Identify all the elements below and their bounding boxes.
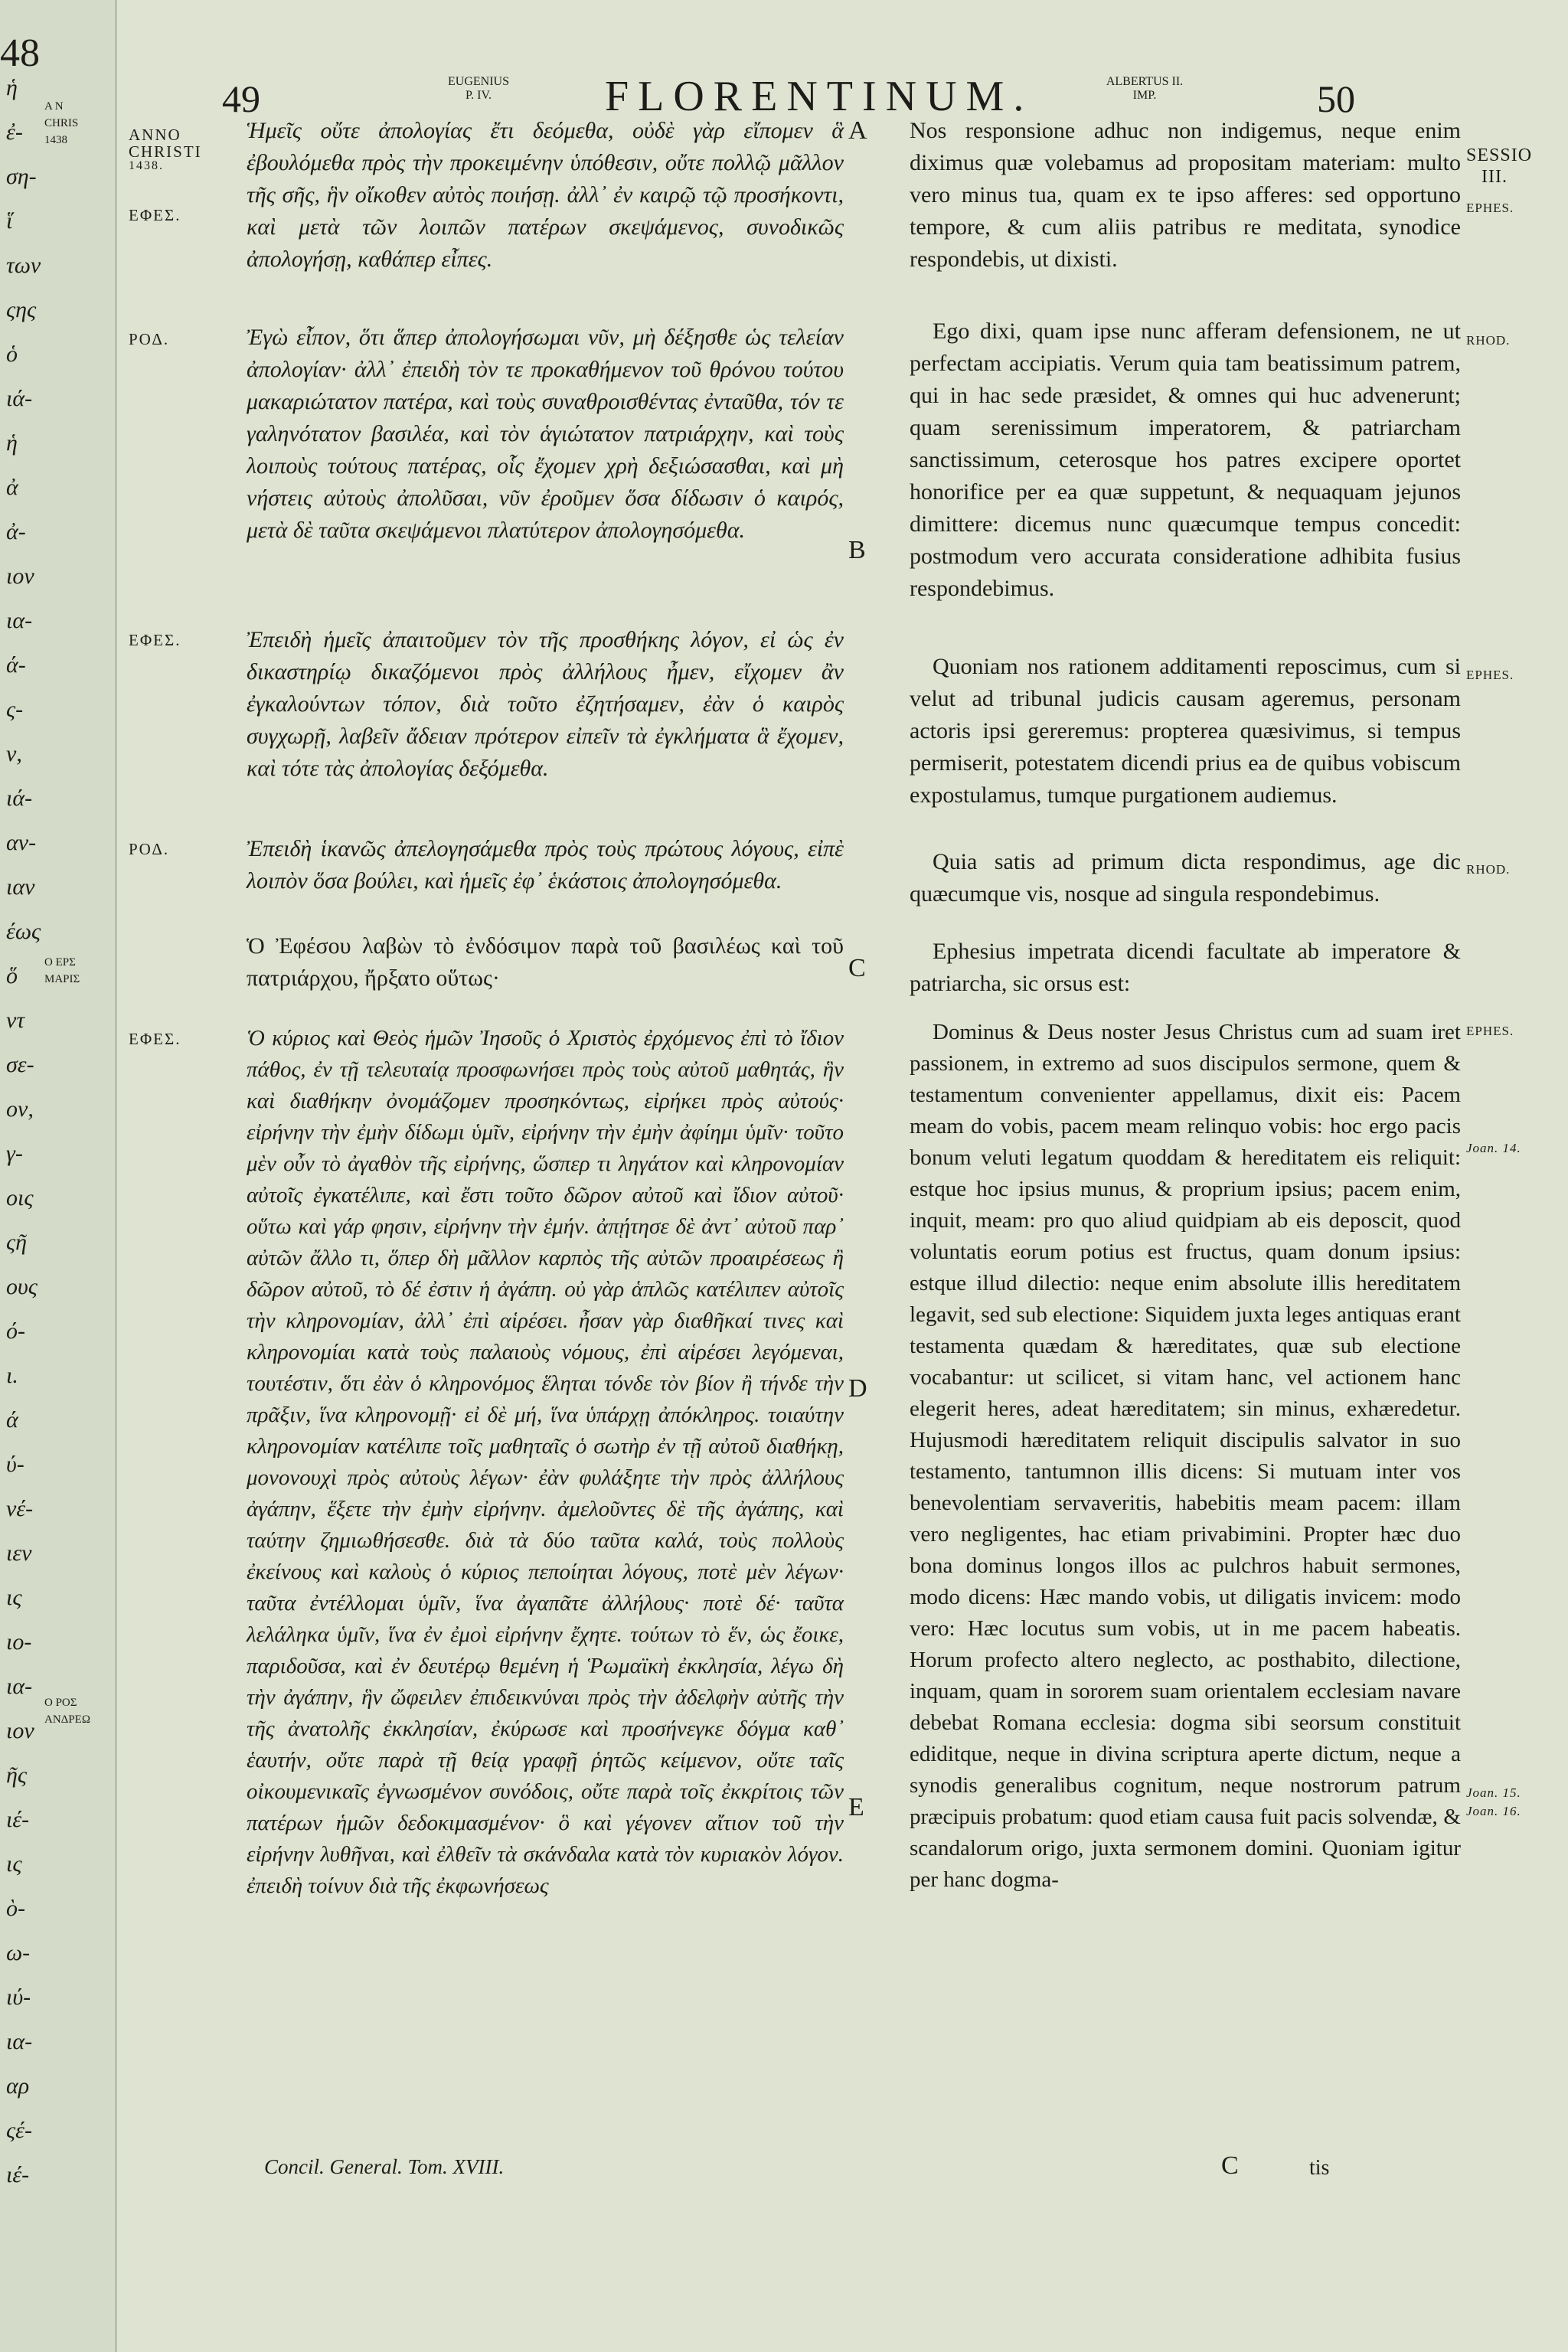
previous-page-fragment: ό- [6,1318,25,1344]
previous-page-fragment: ντ [6,1008,25,1033]
footer-source: Concil. General. Tom. XVIII. [264,2155,505,2178]
left-page-number: 49 [222,77,260,120]
previous-page-fragment: ςῆ [6,1230,28,1255]
left-author-line: P. IV. [466,89,492,103]
speaker-label: RHOD. [1466,862,1511,877]
speaker-label: EPHES. [1466,1024,1514,1038]
previous-page-fragment: ια- [6,608,33,633]
previous-page-fragment: αν- [6,830,37,855]
previous-page-fragment: ά [6,1407,18,1432]
previous-page-fragment: ιέ- [6,1807,30,1832]
previous-page-fragment: ιά- [6,786,33,811]
speaker-label: ΕΦΕΣ. [129,1030,181,1048]
sessio-number: III. [1481,167,1508,187]
section-letter: C [848,954,866,982]
previous-page-fragment: ἀ [6,475,18,500]
previous-page-fragment: ἡ [6,75,18,100]
greek-paragraph: Ὁ κύριος καὶ Θεὸς ἡμῶν Ἰησοῦς ὁ Χριστὸς ἐρχόμενος ἐπὶ τὸ ἴδιον πάθος, ἐν τῇ τελευταίᾳ προσφωνήσει πρὸς τοὺς αὐτοῦ μαθητάς, ἣν καὶ διαθήκην ὀνομάζομεν προσηκόντως, εἰρήκει πρὸς αὐτούς· εἰρήνην τὴν ἐμὴν δίδωμι ὑμῖν, εἰρήνην τὴν ἐμὴν ἀφίημι ὑμῖν· τοῦτο μὲν οὖν τὸ ἀγαθὸν τῆς εἰρήνης, ὥσπερ τι ληγάτον καὶ κληρονομίαν αὐτοῖς ἐγκατέλιπε, καὶ ἔστι τοῦτο δῶρον αὐτοῦ καὶ ἴδιον αὐτοῦ· οὕτω καὶ γάρ φησιν, εἰρήνην τὴν ἐμήν. ἀπῄτησε δὲ ἀντ᾽ αὐτοῦ παρ᾽ αὐτῶν ἄλλο τι, ὅπερ δὴ μᾶλλον καρπὸς τῆς αὐτῶν προαιρέσεως ἢ δῶρον αὐτοῦ, τὸ δέ ἐστιν ἡ ἀγάπη. οὐ γὰρ ἁπλῶς κατέλιπεν αὐτοῖς τὴν κληρονομίαν, ἀλλ᾽ ἐπὶ αἱρέσει. ἦσαν γὰρ διαθῆκαί τινες καὶ κληρονομίαι κατὰ τοὺς παλαιοὺς νόμους, ἐπὶ αἱρέσει λεγόμεναι, τουτέστιν, ὅτι ἐὰν ὁ κληρονόμος ἕληται τόνδε τὸν βίον ἢ τήνδε τὴν πρᾶξιν, ἵνα κληρονομῇ· εἰ δὲ μή, ἵνα ὑπάρχῃ ἀπόκληρος. τοιαύτην κληρονομίαν κατέλιπε τοῖς μαθηταῖς ὁ σωτὴρ ἐν τῇ αὐτοῦ διαθήκῃ, μονονουχὶ πρὸς αὐτοὺς λέγων· ἐὰν φυλάξητε τὴν πρὸς ἀλλήλους ἀγάπην, ἕξετε τὴν ἐμὴν εἰρήνην. ἀμελοῦντες δὲ τῆς ἀγάπης, καὶ ταύτην ζημιωθήσεσθε. διὰ τὰ δύο ταῦτα καλά, τοὺς πολλοὺς ἐκείνους καὶ καλοὺς ὁ κύριος πεποίηται λόγους, ποτὲ μὲν λέγων· ταῦτα ἐντέλλομαι ὑμῖν, ἵνα ἀγαπᾶτε ἀλλήλους· ποτὲ δέ· ταῦτα λελάληκα ὑμῖν, ἵνα ἐν ἐμοὶ εἰρήνην ἔχητε. τούτων τὸ ἕν, ὡς ἔοικε, παριδοῦσα, καὶ ἐν δευτέρῳ θεμένη ἡ Ῥωμαϊκὴ ἐκκλησία, λέγω δὴ τὴν ἀγάπην, ἣν ὤφειλεν ἐπιδεικνύναι πρὸς τὴν ἀδελφὴν αὐτῆς τὴν τῆς ἀνατολῆς ἐκκλησίαν, ἐκύρωσε καὶ προσήνεγκε δόγμα καθ᾽ ἑαυτήν, οὔτε παρὰ τῇ θείᾳ γραφῇ ῥητῶς κείμενον, οὔτε ταῖς οἰκουμενικαῖς ἐγνωσμένον συνόδοις, οὔτε παρὰ τοῖς ἐκκρίτοις τῶν πατέρων ἡμῶν δεδοκιμασμένον· ὃ καὶ γέγονεν αἴτιον τοῦ τὴν εἰρήνην λυθῆναι, καὶ ἐλθεῖν τὰ σκάνδαλα κατὰ τὸν κυριακὸν λόγον. ἐπειδὴ τοίνυν διὰ τῆς ἐκφωνήσεως [247,1026,844,1898]
left-running-author [417,75,540,103]
previous-page-fragment: ά- [6,652,26,678]
speaker-label: ΕΦΕΣ. [129,631,181,649]
prev-side-label: O EPΣ [44,956,76,969]
previous-page-fragment: ια- [6,2029,33,2054]
greek-paragraph: Ἐπειδὴ ἡμεῖς ἀπαιτοῦμεν τὸν τῆς προσθήκης λόγον, εἰ ὡς ἐν δικαστηρίῳ δικαζόμενοι πρὸς ἀλλήλους ἦμεν, εἴχομεν ἂν ἐγκαλούντων τόπον, διὰ τοῦτο ἐζητήσαμεν, ἐὰν ὁ καιρὸς συγχωρῇ, λαβεῖν ἄδειαν πρότερον εἰπεῖν τὰ ἐγκλήματα ἃ ἔχομεν, καὶ τότε τὰς ἀπολογίας δεξόμεθα. [247,627,844,781]
previous-page-fragment: ςης [6,297,37,322]
right-page-number: 50 [1317,77,1355,120]
previous-page-fragment: ια- [6,1674,33,1699]
catchword: tis [1309,2156,1330,2180]
prev-side-label: O POΣ [44,1697,77,1709]
prev-side-label: 1438 [44,134,67,146]
previous-page-fragment: ιύ- [6,1984,31,2010]
previous-page-fragment: ιο- [6,1629,32,1655]
prev-side-label: CHRIS [44,117,79,129]
section-letter: D [848,1374,867,1403]
previous-page-fragment: ὅ [6,963,18,988]
previous-page-fragment: ὁ [6,341,18,367]
previous-page-fragment: αρ [6,2073,30,2099]
speaker-label: ΡΟΔ. [129,840,170,858]
previous-page-fragment: ιέ- [6,2162,30,2187]
previous-page-fragment: ιεν [6,1540,32,1566]
previous-page-number: 48 [0,31,40,75]
prev-side-label: A N [44,100,64,113]
greek-rubric: Ὁ Ἐφέσου λαβὼν τὸ ἐνδόσιμον παρὰ τοῦ βασιλέως καὶ τοῦ πατριάρχου, ἤρξατο οὕτως· [247,933,844,991]
right-author-line: IMP. [1132,89,1157,103]
previous-page-fragment: ἀ- [6,519,26,544]
previous-page-fragment: ιον [6,1718,34,1743]
sessio-label: SESSIO [1466,145,1533,165]
latin-paragraph: Dominus & Deus noster Jesus Christus cum ad suam iret passionem, in extremo ad suos discipulos sermone, quem & testamentum convenienter appellamus, dixit eis: Pacem meam do vobis, pacem meam relinquo vobis: hoc ergo pacis bonum veluti legatum quoddam & hereditatem eis reliquit: estque hoc ipsius munus, & proprium ipsius; pacem enim, inquit, meam: pro quo aliud quidpiam ab eis deposcit, quod voluntatis eorum potius est fructus, quam donum ipsius: estque illud dilectio: neque enim absolute illis hereditatem legavit, sed sub electione: Siquidem juxta leges antiquas erant testamenta quædam & hæreditates, quæ sub electione vocabantur: ut scilicet, si vitam hanc, vel actionem hanc elegerit heres, adeat hæreditatem; sin minus, exhæredetur. Hujusmodi hæreditatem reliquit discipulis salvator in suo testamento, tantumnon illis dicens: Si mutuam inter vos benevolentiam servaveritis, habebitis meam pacem: illam vero negligentes, hac etiam privabimini. Propter hæc duo bona dominus longos illos ac pulchros habuit sermones, modo dicens: Hæc mando vobis, ut diligatis invicem: modo vero: Hæc locutus sum vobis, ut in me pacem habeatis. Horum profecto altero neglecto, ac posthabito, dilectione, inquam, quam in sororem suam orientalem ecclesiam navare debebat Romana ecclesia: dogma sibi seorsum constituit ediditque, neque in divina scriptura aperte dictum, neque a synodis generalibus cognitum, neque nostrorum patrum præcipuis probatum: quod etiam causa fuit pacis solvendæ, & scandalorum origo, juxta sermonem domini. Quoniam igitur per hanc dogma- [910,1020,1461,1892]
speaker-label: RHOD. [1466,333,1511,348]
latin-paragraph: Nos responsione adhuc non indigemus, neque enim diximus quæ volebamus ad propositam materiam: multo vero minus tua, quam ex te ipso afferes: sed opportuno tempore, & cum aliis patribus re meditata, synodice respondebis, ut dixisti. [910,118,1461,272]
previous-page-fragment: ςέ- [6,2118,32,2143]
left-author-line: EUGENIUS [448,75,509,88]
speaker-label: EPHES. [1466,201,1514,215]
prev-side-label: ANΔPEΩ [44,1713,90,1726]
previous-page-fragment: ὸ- [6,1896,25,1921]
previous-page-fragment: ους [6,1274,38,1299]
running-header [115,69,1568,120]
previous-page-fragment: ἵ [6,208,13,234]
scripture-ref: Joan. 16. [1466,1804,1521,1818]
scripture-ref: Joan. 14. [1466,1141,1521,1155]
anno-label: ANNO [129,126,181,144]
speaker-label: ΡΟΔ. [129,330,170,348]
speaker-label: EPHES. [1466,668,1514,682]
latin-rubric: Ephesius impetrata dicendi facultate ab imperatore & patriarcha, sic orsus est: [910,939,1461,996]
previous-page-strip [0,0,117,2352]
previous-page-fragment: ἐ- [6,119,23,145]
previous-page-fragment: σε- [6,1052,34,1077]
previous-page-fragment: ις [6,1851,22,1877]
previous-page-fragment: ις [6,1585,22,1610]
previous-page-fragment: ιά- [6,386,33,411]
scripture-ref: Joan. 15. [1466,1785,1521,1800]
greek-paragraph: Ἐπειδὴ ἱκανῶς ἀπελογησάμεθα πρὸς τοὺς πρώτους λόγους, εἰπὲ λοιπὸν ὅσα βούλει, καὶ ἡμεῖς ἐφ᾽ ἑκάστοις ἀπολογησόμεθα. [247,836,844,893]
section-letter: A [848,116,867,145]
previous-page-fragment: έως [6,919,41,944]
previous-page-fragment: ἡ [6,430,18,456]
previous-page-fragment: ι. [6,1363,18,1388]
previous-page-fragment: ς- [6,697,24,722]
previous-page-fragment: ον, [6,1096,34,1122]
anno-christi [129,126,236,173]
previous-page-fragment: νέ- [6,1496,34,1521]
section-letter: E [848,1793,864,1821]
previous-page-fragment: ση- [6,164,37,189]
latin-paragraph: Quia satis ad primum dicta respondimus, age dic quæcumque vis, nosque ad singula respondebimus. [910,849,1461,906]
previous-page-fragment: ιον [6,564,34,589]
latin-paragraph: Ego dixi, quam ipse nunc afferam defensionem, ne ut perfectam accipiatis. Verum quia tam beatissimum patrem, qui in hac sede præsidet, & omnes qui huc advenerunt; quam serenissimum imperatorem, & patriarcham sanctissimum, ceterosque hos patres excipere oportet honorifice per ea quæ suppetunt, & nequaquam jejunos dimittere: dicemus nunc quæcumque tempus concedit: postmodum vero accurata consideratione adhibita fusius respondebimus. [910,318,1461,601]
previous-page-fragment: οις [6,1185,34,1210]
greek-paragraph: Ἡμεῖς οὔτε ἀπολογίας ἔτι δεόμεθα, οὐδὲ γὰρ εἴπομεν ἃ ἐβουλόμεθα πρὸς τὴν προκειμένην ὑπόθεσιν, οὔτε πολλῷ μᾶλλον τῆς σῆς, ἣν οἴκοθεν αὐτὸς ποιήσῃ. ἀλλ᾽ ἐν καιρῷ τῷ προσήκοντι, καὶ μετὰ τῶν λοιπῶν πατέρων σκεψάμενος, συνοδικῶς ἀπολογήσῃ, καθάπερ εἶπες. [247,118,844,272]
running-title: FLORENTINUM. [605,73,1034,120]
previous-page-fragment: ύ- [6,1452,24,1477]
greek-paragraph: Ἐγὼ εἶπον, ὅτι ἅπερ ἀπολογήσωμαι νῦν, μὴ δέξησθε ὡς τελείαν ἀπολογίαν· ἀλλ᾽ ἐπειδὴ τὸν τε προκαθήμενον τοῦ θρόνου τούτου μακαριώτατον πατέρα, καὶ τοὺς συναθροισθέντας ἐνταῦθα, τόν τε γαληνότατον βασιλέα, καὶ τὸν ἁγιώτατον πατριάρχην, καὶ τοὺς λοιποὺς τούτους πατέρας, οἷς ἔχομεν χρὴ δεξιώσασθαι, καὶ μὴ νήστεις αὐτοὺς ἀπολῦσαι, νῦν ἐροῦμεν ὅσα δίδωσιν ὁ καιρός, μετὰ δὲ ταῦτα σκεψάμενοι πλατύτερον ἀπολογησόμεθα. [247,325,844,543]
previous-page-fragment: ῆς [6,1762,28,1788]
previous-page-fragment: ν, [6,741,22,766]
latin-paragraph: Quoniam nos rationem additamenti reposcimus, cum si velut ad tribunal judicis causam ageremus, personam actoris ipsi gereremus: propterea quæsivimus, si tempus permiserit, potestatem dicendi prius ea de quibus vobiscum expostulamus, tumque purgationem audiemus. [910,654,1461,808]
previous-page-fragment: ιαν [6,874,35,900]
previous-page-fragment: των [6,253,41,278]
right-running-author [1080,75,1210,103]
signature-mark: C [1221,2151,1239,2180]
year-label: 1438. [129,159,164,173]
prev-side-label: MAPIΣ [44,973,80,985]
previous-page-fragment: ω- [6,1940,31,1965]
previous-page-fragment: γ- [6,1141,23,1166]
right-author-line: ALBERTUS II. [1106,75,1184,88]
christi-label: CHRISTI [129,142,202,162]
section-letter: B [848,536,866,564]
speaker-label: ΕΦΕΣ. [129,206,181,224]
